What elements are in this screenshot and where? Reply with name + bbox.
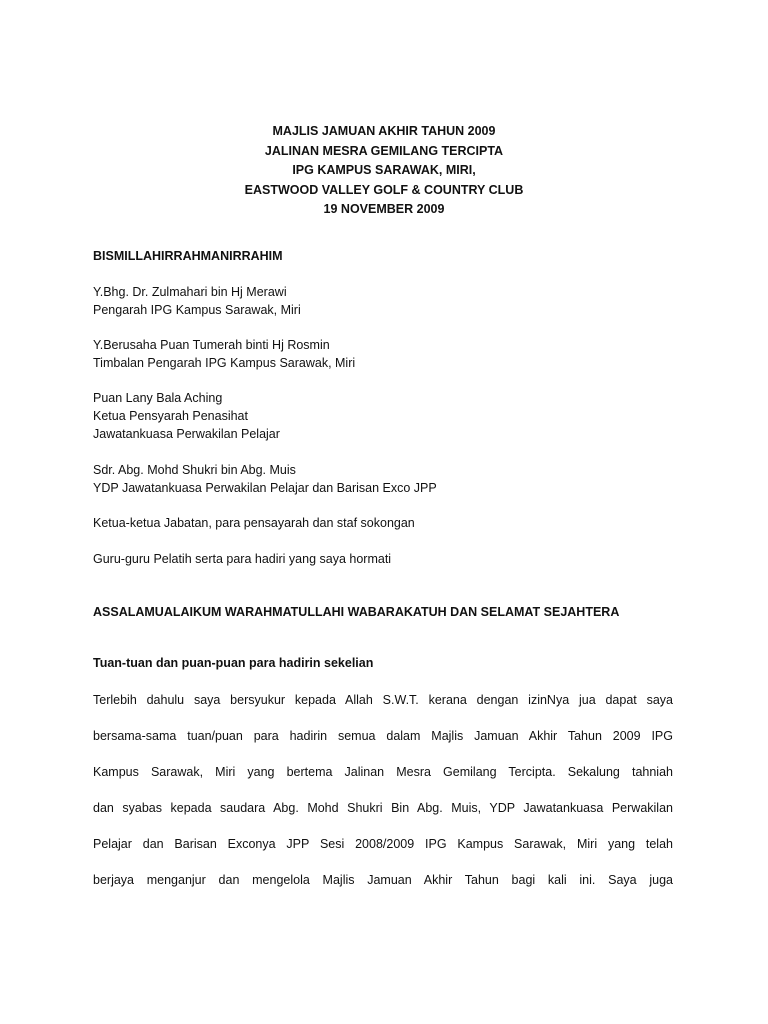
addressee-line: Y.Berusaha Puan Tumerah binti Hj Rosmin <box>93 338 330 352</box>
body-paragraph <box>93 692 673 908</box>
body-line: Terlebih dahulu saya bersyukur kepada Allah S.W.T. kerana dengan izinNya jua dapat saya <box>93 693 673 707</box>
title-line: 19 NOVEMBER 2009 <box>323 202 445 216</box>
body-line: Pelajar dan Barisan Exconya JPP Sesi 2008/2009 IPG Kampus Sarawak, Miri yang telah <box>93 837 673 851</box>
addressee-line: Guru-guru Pelatih serta para hadiri yang saya hormati <box>93 552 392 566</box>
addressee-line: Jawatankuasa Perwakilan Pelajar <box>93 427 280 441</box>
addressee-line: Pengarah IPG Kampus Sarawak, Miri <box>93 303 301 317</box>
addressee-line: Y.Bhg. Dr. Zulmahari bin Hj Merawi <box>93 285 287 299</box>
title-line: EASTWOOD VALLEY GOLF & COUNTRY CLUB <box>244 182 524 197</box>
addressee-line: Sdr. Abg. Mohd Shukri bin Abg. Muis <box>93 463 296 477</box>
document-title <box>0 122 768 220</box>
addressee-line: Puan Lany Bala Aching <box>93 391 223 405</box>
title-line: IPG KAMPUS SARAWAK, MIRI, <box>292 163 476 177</box>
title-line: JALINAN MESRA GEMILANG TERCIPTA <box>264 143 504 158</box>
addressee-line: Ketua Pensyarah Penasihat <box>93 409 248 423</box>
body-line: Kampus Sarawak, Miri yang bertema Jalinan Mesra Gemilang Tercipta. Sekalung tahniah <box>93 765 673 779</box>
title-line: MAJLIS JAMUAN AKHIR TAHUN 2009 <box>272 124 496 138</box>
salutation-heading: Tuan-tuan dan puan-puan para hadirin sekelian <box>93 656 374 670</box>
addressee-line: Timbalan Pengarah IPG Kampus Sarawak, Miri <box>93 356 356 370</box>
greeting: BISMILLAHIRRAHMANIRRAHIM <box>93 249 283 263</box>
addressee-line: YDP Jawatankuasa Perwakilan Pelajar dan Barisan Exco JPP <box>93 481 437 495</box>
salam-heading: ASSALAMUALAIKUM WARAHMATULLAHI WABARAKATUH DAN SELAMAT SEJAHTERA <box>93 605 620 619</box>
body-line: dan syabas kepada saudara Abg. Mohd Shukri Bin Abg. Muis, YDP Jawatankuasa Perwakilan <box>93 801 673 815</box>
body-line: bersama-sama tuan/puan para hadirin semua dalam Majlis Jamuan Akhir Tahun 2009 IPG <box>93 729 673 743</box>
addressee-line: Ketua-ketua Jabatan, para pensayarah dan staf sokongan <box>93 516 415 530</box>
body-line: berjaya menganjur dan mengelola Majlis Jamuan Akhir Tahun bagi kali ini. Saya juga <box>93 873 673 887</box>
